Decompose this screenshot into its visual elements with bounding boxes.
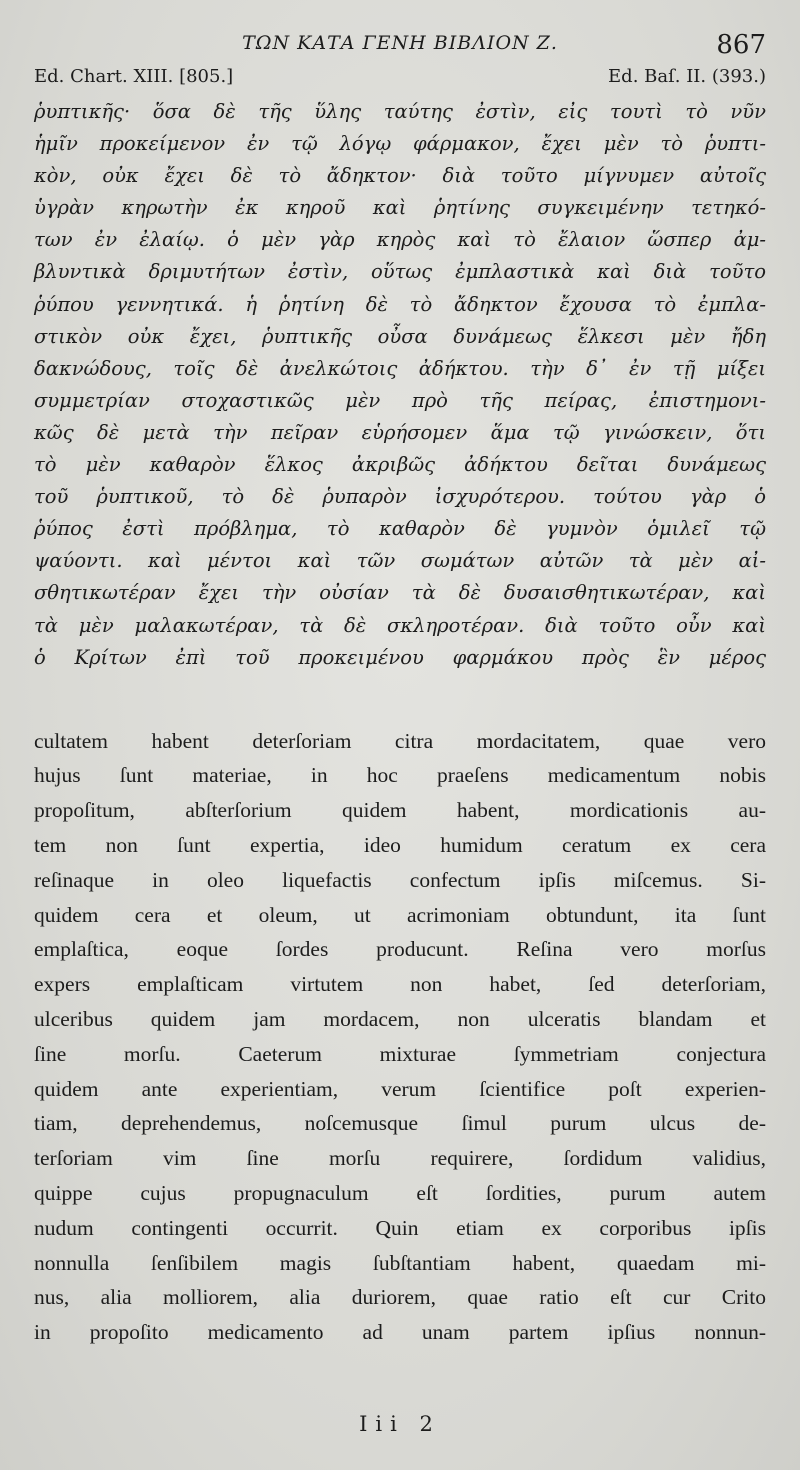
latin-line: terſoriam vim ſine morſu requirere, ſordidum validius,	[34, 1146, 766, 1171]
edition-basel: Ed. Baſ. II. (393.)	[608, 66, 766, 87]
latin-line: expers emplaſticam virtutem non habet, ſed deterſoriam,	[34, 972, 766, 997]
greek-line: ψαύοντι. καὶ μέντοι καὶ τῶν σωμάτων αὐτῶν τὰ μὲν αἰ-	[34, 549, 766, 573]
greek-line: ῥυπτικῆς· ὅσα δὲ τῆς ὕλης ταύτης ἐστὶν, εἰς τουτὶ τὸ νῦν	[34, 100, 766, 123]
latin-line: quidem cera et oleum, ut acrimoniam obtundunt, ita ſunt	[34, 902, 766, 927]
latin-line: quidem ante experientiam, verum ſcientifice poſt experien-	[34, 1076, 766, 1101]
column-gap	[34, 674, 766, 724]
greek-line: στικὸν οὐκ ἔχει, ῥυπτικῆς οὖσα δυνάμεως ἕλκεσι μὲν ἤδη	[34, 324, 766, 348]
greek-line: τοῦ ῥυπτικοῦ, τὸ δὲ ῥυπαρὸν ἰσχυρότερου. τούτου γὰρ ὁ	[34, 485, 766, 509]
greek-line: σθητικωτέραν ἔχει τὴν οὐσίαν τὰ δὲ δυσαισθητικωτέραν, καὶ	[34, 581, 766, 605]
latin-text-block	[34, 724, 766, 1350]
greek-line: τὸ μὲν καθαρὸν ἕλκος ἀκριβῶς ἀδήκτου δεῖται δυνάμεως	[34, 453, 766, 477]
latin-line: reſinaque in oleo liquefactis confectum ipſis miſcemus. Si-	[34, 867, 766, 892]
greek-line: ῥύπος ἐστὶ πρόβλημα, τὸ καθαρὸν δὲ γυμνὸν ὁμιλεῖ τῷ	[34, 517, 766, 541]
latin-line: nonnulla ſenſibilem magis ſubſtantiam habent, quaedam mi-	[34, 1250, 766, 1275]
greek-line: ῥύπου γεννητικά. ἡ ῥητίνη δὲ τὸ ἄδηκτον ἔχουσα τὸ ἐμπλα-	[34, 292, 766, 316]
latin-line: tiam, deprehendemus, noſcemusque ſimul purum ulcus de-	[34, 1111, 766, 1136]
edition-chartier: Ed. Chart. XIII. [805.]	[34, 66, 234, 87]
greek-line: βλυντικὰ δριμυτήτων ἐστὶν, οὕτως ἐμπλαστικὰ καὶ διὰ τοῦτο	[34, 260, 766, 284]
greek-line: δακνώδους, τοῖς δὲ ἀνελκώτοις ἀδήκτου. τὴν δ᾽ ἐν τῇ μίξει	[34, 356, 766, 380]
latin-line: tem non ſunt expertia, ideo humidum ceratum ex cera	[34, 833, 766, 858]
latin-line: nus, alia molliorem, alia duriorem, quae ratio eſt cur Crito	[34, 1285, 766, 1310]
greek-line: των ἐν ἐλαίῳ. ὁ μὲν γὰρ κηρὸς καὶ τὸ ἔλαιον ὥσπερ ἀμ-	[34, 228, 766, 252]
latin-line: cultatem habent deterſoriam citra mordacitatem, quae vero	[34, 728, 766, 753]
greek-line: ὑγρὰν κηρωτὴν ἐκ κηροῦ καὶ ῥητίνης συγκειμένην τετηκό-	[34, 196, 766, 220]
greek-text-block	[34, 96, 766, 674]
greek-line: κὸν, οὐκ ἔχει δὲ τὸ ἄδηκτον· διὰ τοῦτο μίγνυμεν αὐτοῖς	[34, 164, 766, 188]
greek-line: ἡμῖν προκείμενον ἐν τῷ λόγῳ φάρμακον, ἔχει μὲν τὸ ῥυπτι-	[34, 132, 766, 156]
latin-line: hujus ſunt materiae, in hoc praeſens medicamentum nobis	[34, 763, 766, 788]
latin-line: ſine morſu. Caeterum mixturae ſymmetriam conjectura	[34, 1041, 766, 1066]
signature-mark: Iii 2	[359, 1412, 441, 1436]
edition-line	[34, 66, 766, 96]
latin-line: emplaſtica, eoque ſordes producunt. Reſina vero morſus	[34, 937, 766, 962]
latin-line: ulceribus quidem jam mordacem, non ulceratis blandam et	[34, 1007, 766, 1032]
running-title: ΤΩΝ ΚΑΤΑ ΓΕΝΗ ΒΙΒΛΙΟΝ Ζ.	[242, 32, 558, 54]
running-head	[34, 30, 766, 66]
latin-line: nudum contingenti occurrit. Quin etiam ex corporibus ipſis	[34, 1215, 766, 1240]
greek-line: τὰ μὲν μαλακωτέραν, τὰ δὲ σκληροτέραν. διὰ τοῦτο οὖν καὶ	[34, 613, 766, 637]
page-number: 867	[716, 30, 766, 60]
greek-line: συμμετρίαν στοχαστικῶς μὲν πρὸ τῆς πείρας, ἐπιστημονι-	[34, 388, 766, 412]
latin-line: quippe cujus propugnaculum eſt ſordities, purum autem	[34, 1181, 766, 1206]
greek-line: ὁ Κρίτων ἐπὶ τοῦ προκειμένου φαρμάκου πρὸς ἓν μέρος	[34, 645, 766, 669]
greek-line: κῶς δὲ μετὰ τὴν πεῖραν εὑρήσομεν ἅμα τῷ γινώσκειν, ὅτι	[34, 420, 766, 444]
latin-line: in propoſito medicamento ad unam partem ipſius nonnun-	[34, 1320, 766, 1345]
latin-line: propoſitum, abſterſorium quidem habent, mordicationis au-	[34, 798, 766, 823]
